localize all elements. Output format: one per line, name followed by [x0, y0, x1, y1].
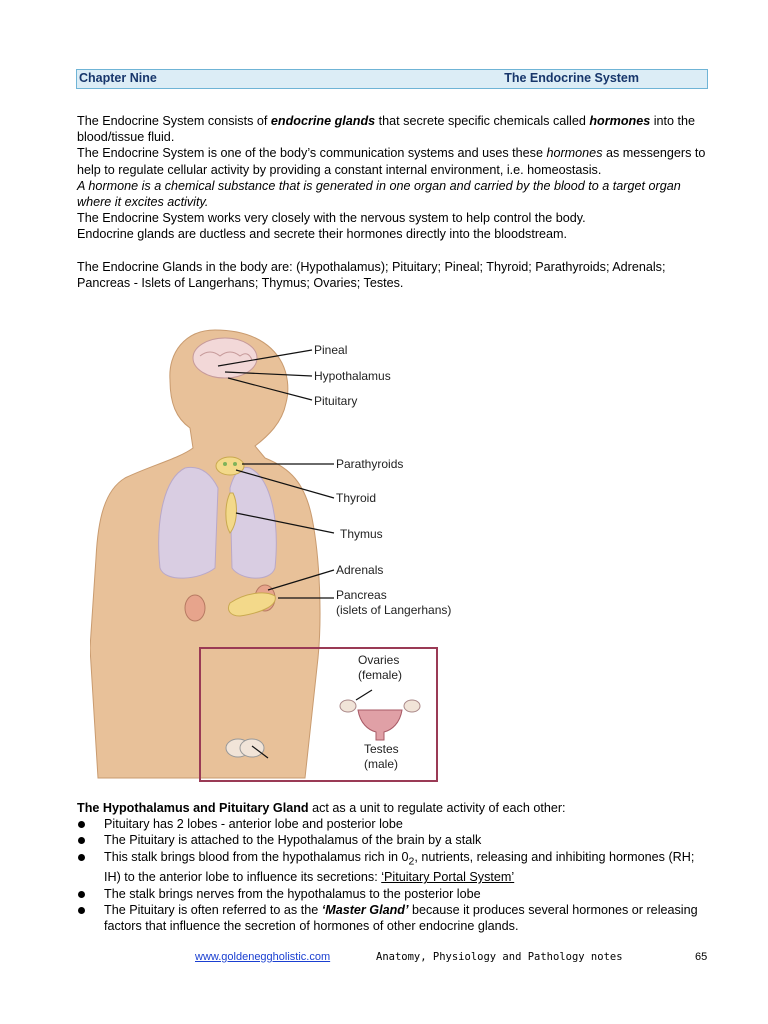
uterus — [358, 710, 402, 740]
list-item: The stalk brings nerves from the hypothalamus to the posterior lobe — [77, 886, 713, 902]
section-heading: The Hypothalamus and Pituitary Gland act as a unit to regulate activity of each other: — [77, 801, 566, 815]
thyroid-gland — [216, 457, 244, 475]
paragraph-5: Endocrine glands are ductless and secrete their hormones directly into the bloodstream. — [77, 227, 568, 242]
label-pancreas-sub: (islets of Langerhans) — [336, 603, 452, 617]
footer-subtitle: Anatomy, Physiology and Pathology notes — [376, 951, 623, 963]
hormone-definition: A hormone is a chemical substance that is generated in one organ and carried by the blood to a target organ where it excites activity. — [77, 178, 681, 210]
label-thyroid: Thyroid — [336, 491, 377, 505]
paragraph-4: The Endocrine System works very closely with the nervous system to help control the body. — [77, 211, 586, 226]
label-ovaries: Ovaries — [358, 653, 400, 667]
paragraph-1: The Endocrine System consists of endocrine glands that secrete specific chemicals called hormones into the blood/tissue fluid. — [77, 114, 696, 145]
intro-text — [77, 113, 713, 291]
label-parathyroids: Parathyroids — [336, 457, 404, 471]
label-testes-sub: (male) — [364, 757, 399, 771]
endocrine-illustration — [90, 318, 520, 788]
label-pituitary: Pituitary — [314, 394, 358, 408]
chapter-header — [76, 69, 708, 89]
label-pancreas: Pancreas — [336, 588, 387, 602]
hypothalamus-pituitary-section — [77, 800, 713, 934]
label-ovaries-sub: (female) — [358, 668, 403, 682]
label-pineal: Pineal — [314, 343, 348, 357]
chapter-title: The Endocrine System — [504, 71, 639, 85]
paragraph-2: The Endocrine System is one of the body’s communication systems and uses these hormones as messengers to help to regulate cellular activity by providing a constant internal environment, i.e. homeostasis. — [77, 146, 706, 177]
endocrine-diagram — [90, 318, 520, 788]
page-number: 65 — [695, 951, 708, 963]
website-link[interactable]: www.goldeneggholistic.com — [195, 951, 331, 963]
chapter-number: Chapter Nine — [79, 71, 157, 85]
label-testes: Testes — [364, 742, 399, 756]
glands-list: The Endocrine Glands in the body are: (Hypothalamus); Pituitary; Pineal; Thyroid; Parathyroids; Adrenals; Pancreas - Islets of Langerhans; Thymus; Ovaries; Testes. — [77, 259, 666, 290]
list-item: This stalk brings blood from the hypothalamus rich in $0_2$, nutrients, releasing and inhibiting hormones (RH; IH) to the anterior lobe to influence its secretions: ‘Pituitary Portal System’ — [77, 849, 713, 886]
list-item: The Pituitary is often referred to as the ‘Master Gland’ because it produces several hormones or releasing factors that influence the secretion of hormones of other endocrine glands. — [77, 902, 713, 934]
portal-system-link: ‘Pituitary Portal System’ — [381, 870, 515, 885]
label-hypothalamus: Hypothalamus — [314, 369, 391, 383]
label-adrenals: Adrenals — [336, 563, 384, 577]
bullet-list — [77, 816, 713, 934]
kidney — [185, 595, 205, 621]
label-thymus: Thymus — [340, 527, 383, 541]
list-item: The Pituitary is attached to the Hypothalamus of the brain by a stalk — [77, 832, 713, 848]
list-item: Pituitary has 2 lobes - anterior lobe and posterior lobe — [77, 816, 713, 832]
